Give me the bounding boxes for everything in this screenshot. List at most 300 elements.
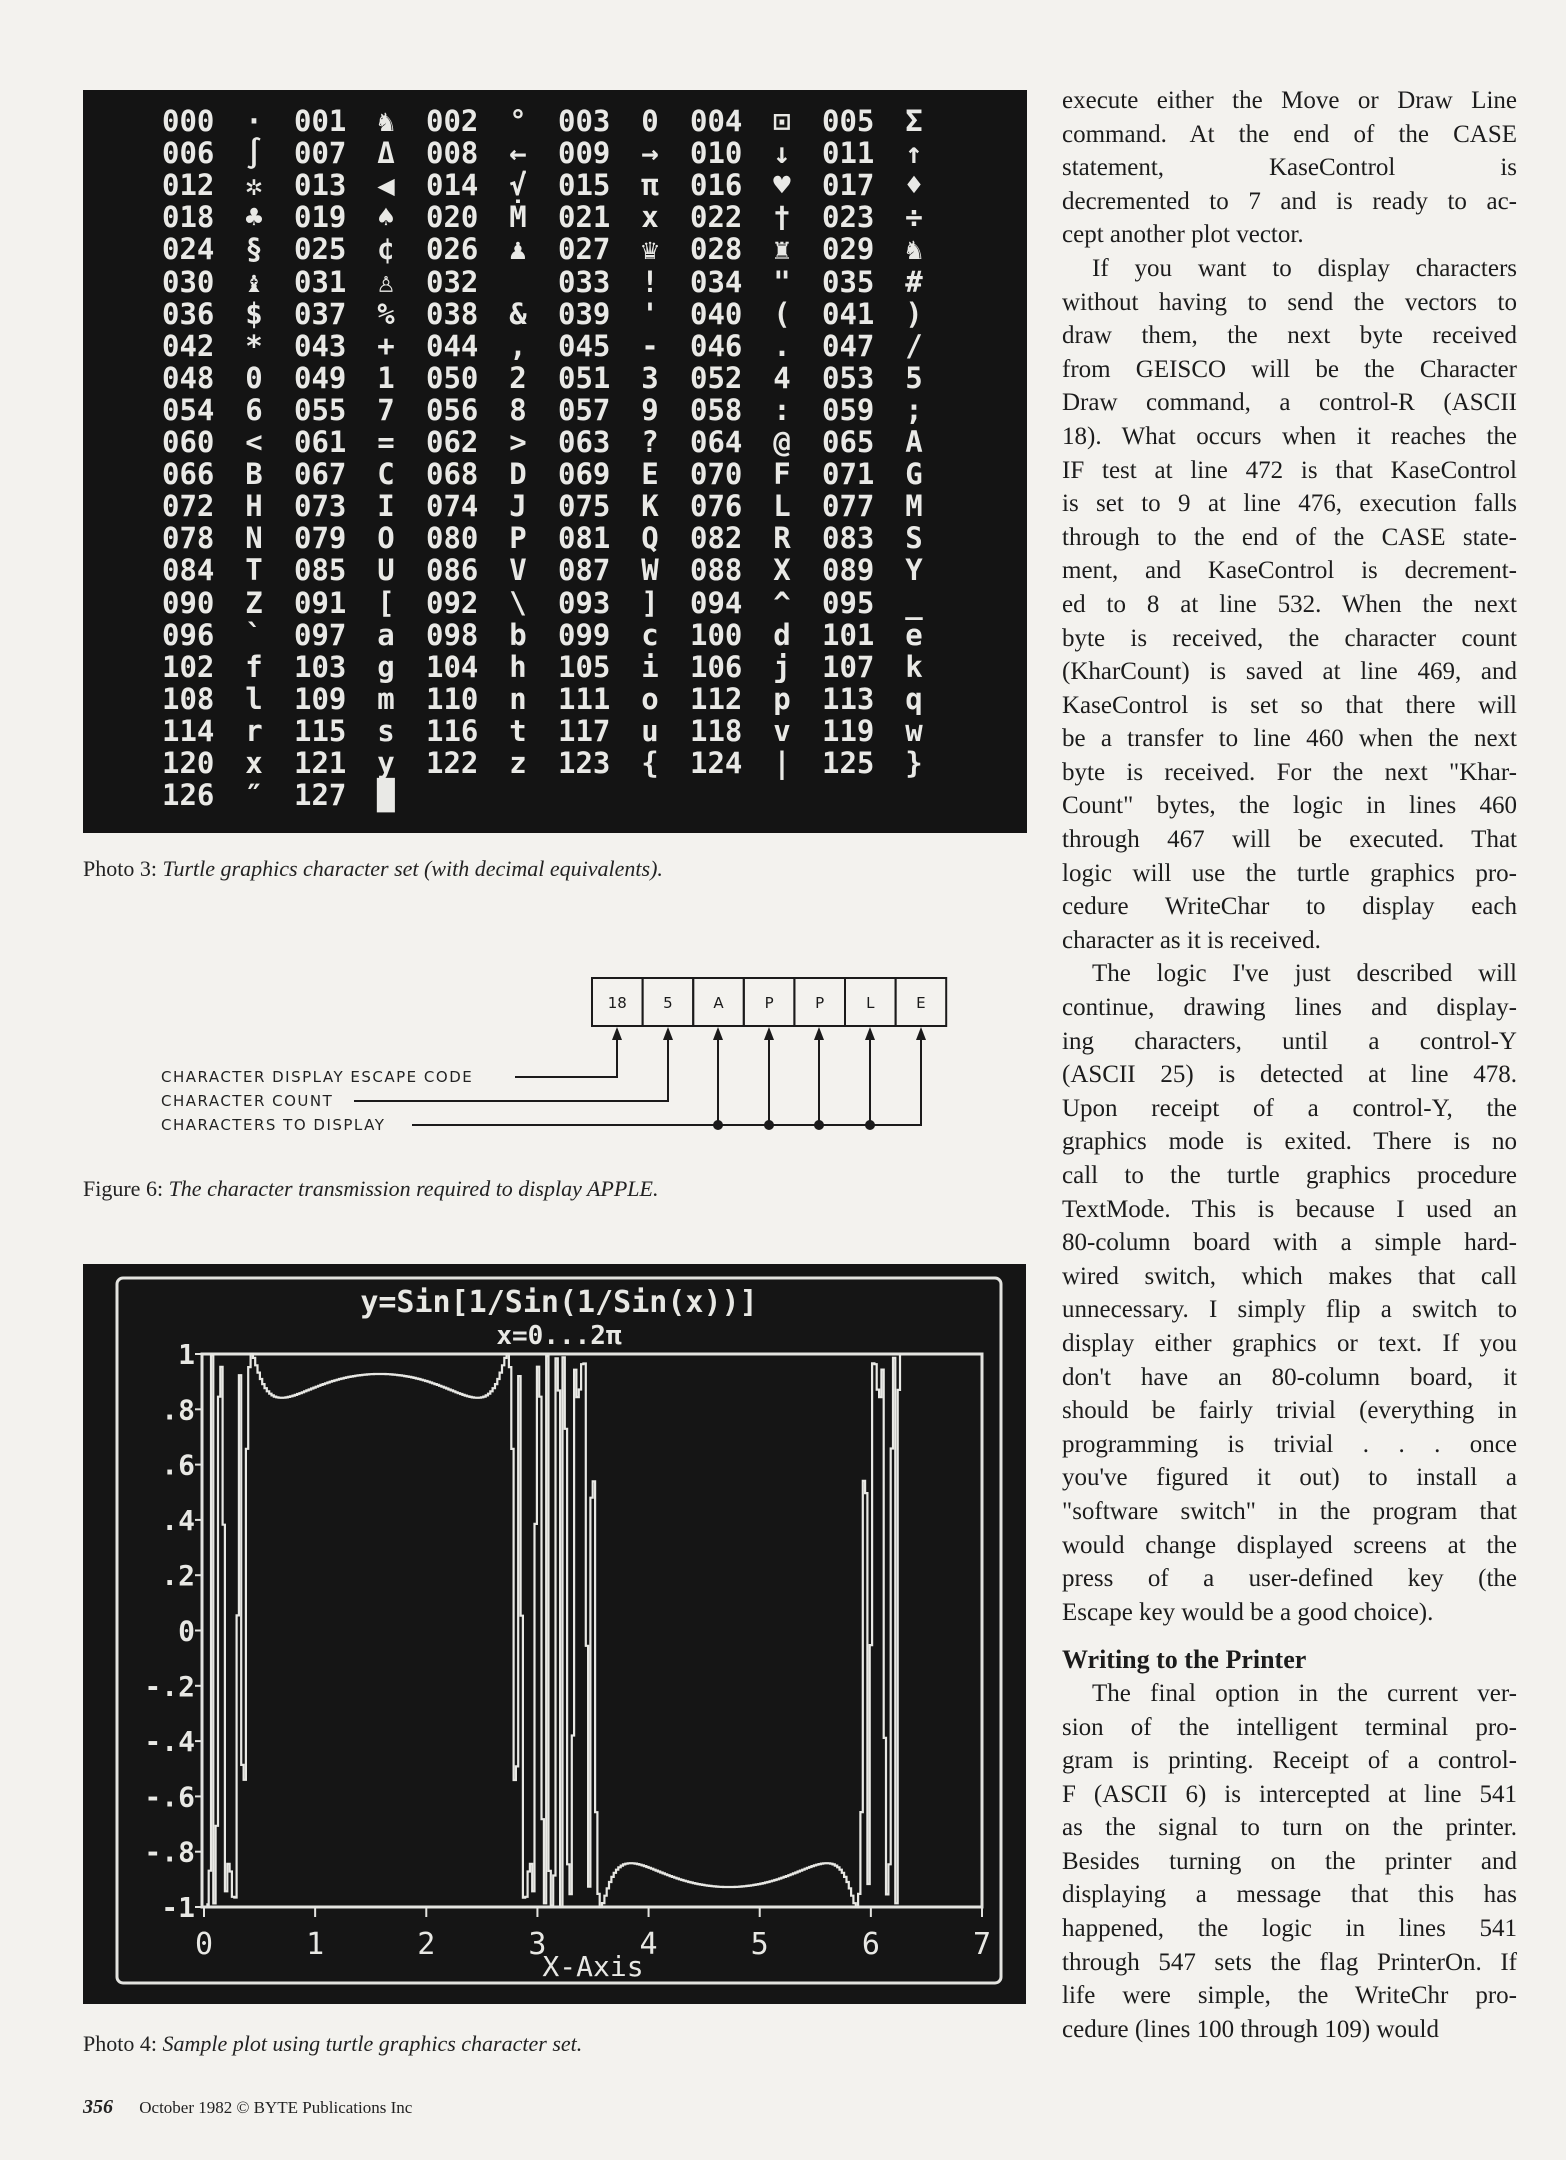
char-code: 112: [690, 681, 743, 716]
y-tick-label: .2: [161, 1559, 195, 1593]
text-line: TextMode. This is because I used an: [1062, 1195, 1517, 1223]
text-line: should be fairly trivial (everything in: [1062, 1397, 1517, 1425]
chart-title: y=Sin[1/Sin(1/Sin(x))]: [360, 1285, 758, 1320]
char-glyph: 7: [377, 392, 395, 427]
label-character-count: CHARACTER COUNT: [161, 1092, 334, 1110]
char-code: 100: [690, 617, 743, 652]
arrow-head: [916, 1027, 926, 1040]
char-code: 125: [822, 746, 875, 780]
byte-box-label: L: [866, 994, 875, 1012]
char-glyph: ♦: [905, 168, 923, 203]
char-code: 012: [162, 168, 215, 203]
char-code: 105: [558, 649, 611, 684]
char-glyph: |: [773, 746, 791, 780]
char-code: 059: [822, 392, 875, 427]
arrow-head: [663, 1027, 673, 1040]
char-glyph: ♣: [245, 200, 263, 235]
char-code: 080: [426, 521, 479, 556]
char-code: 091: [294, 585, 347, 620]
char-code: 056: [426, 392, 479, 427]
char-code: 057: [558, 392, 611, 427]
char-code: 088: [690, 553, 743, 588]
char-code: 076: [690, 489, 743, 524]
char-code: 050: [426, 360, 479, 395]
char-glyph: %: [377, 296, 395, 331]
char-glyph: R: [773, 521, 791, 556]
char-code: 058: [690, 392, 743, 427]
char-code: 086: [426, 553, 479, 588]
junction-dot: [713, 1120, 723, 1130]
page-footer: [83, 2096, 412, 2119]
text-line: cept another plot vector.: [1062, 221, 1304, 249]
char-glyph: ': [641, 296, 659, 331]
char-glyph: {: [641, 746, 659, 780]
photo4-caption-lead: Photo 4:: [83, 2031, 157, 2056]
text-line: character as it is received.: [1062, 926, 1321, 954]
char-code: 060: [162, 425, 215, 459]
char-code: 046: [690, 328, 743, 363]
char-code: 120: [162, 746, 215, 780]
char-code: 021: [558, 200, 611, 235]
plot-area-frame: [202, 1354, 982, 1907]
char-code: 075: [558, 489, 611, 524]
char-glyph: F: [773, 457, 791, 492]
char-code: 123: [558, 746, 611, 780]
char-glyph: X: [773, 553, 791, 588]
char-glyph: J: [509, 489, 527, 524]
char-code: 106: [690, 649, 743, 684]
char-glyph: D: [509, 457, 527, 492]
photo3-caption-lead: Photo 3:: [83, 856, 157, 881]
char-glyph: A: [905, 425, 923, 459]
text-line: graphics mode is exited. There is no: [1062, 1128, 1517, 1156]
char-glyph: ♥: [773, 168, 791, 203]
char-glyph: ÷: [905, 200, 923, 235]
text-line: IF test at line 472 is that KaseControl: [1062, 456, 1517, 484]
char-glyph: o: [641, 681, 659, 716]
char-glyph: f: [245, 649, 263, 684]
char-code: 110: [426, 681, 479, 716]
char-code: 037: [294, 296, 347, 331]
chart-subtitle: x=0...2π: [496, 1321, 622, 1351]
char-glyph: e: [905, 617, 923, 652]
char-code: 052: [690, 360, 743, 395]
byte-box-label: P: [815, 994, 825, 1012]
char-code: 109: [294, 681, 347, 716]
char-glyph: m: [377, 681, 395, 716]
char-glyph: L: [773, 489, 791, 524]
text-line: Besides turning on the printer and: [1062, 1847, 1517, 1875]
char-code: 009: [558, 136, 611, 171]
x-tick-label: 0: [194, 1927, 214, 1962]
char-code: 007: [294, 136, 347, 171]
char-glyph: t: [509, 713, 527, 748]
char-code: 071: [822, 457, 875, 492]
char-glyph: =: [377, 425, 395, 459]
char-code: 014: [426, 168, 479, 203]
char-glyph: }: [905, 746, 923, 780]
char-code: 081: [558, 521, 611, 556]
chars-connector: [412, 1036, 921, 1125]
char-code: 030: [162, 264, 215, 299]
char-code: 010: [690, 136, 743, 171]
char-code: 004: [690, 104, 743, 138]
text-line: from GEISCO will be the Character: [1062, 355, 1517, 383]
char-glyph: M: [905, 489, 923, 524]
char-glyph: √: [509, 168, 527, 203]
char-glyph: -: [641, 328, 659, 363]
char-glyph: S: [905, 521, 923, 556]
char-glyph: h: [509, 649, 527, 684]
arrow-head: [814, 1027, 824, 1040]
char-code: 119: [822, 713, 875, 748]
char-glyph: V: [509, 553, 527, 588]
char-glyph: ): [905, 296, 923, 331]
text-line: life were simple, the WriteChr pro-: [1062, 1982, 1517, 2010]
char-code: 015: [558, 168, 611, 203]
char-glyph: π: [641, 168, 659, 203]
text-line: decremented to 7 and is ready to ac-: [1062, 187, 1517, 215]
escape-connector: [515, 1036, 617, 1077]
char-code: 072: [162, 489, 215, 524]
x-tick-label: 5: [750, 1927, 769, 1962]
char-glyph: #: [905, 264, 923, 299]
char-code: 061: [294, 425, 347, 459]
char-code: 117: [558, 713, 611, 748]
char-glyph: n: [509, 681, 527, 716]
y-tick-label: 1: [178, 1338, 195, 1371]
article-column: [1062, 84, 1517, 2046]
char-code: 090: [162, 585, 215, 620]
char-glyph: /: [905, 328, 923, 363]
byte-box-label: P: [764, 994, 774, 1012]
text-line: ed to 8 at line 532. When the next: [1062, 590, 1517, 618]
text-line: would change displayed screens at the: [1062, 1531, 1517, 1559]
text-line: is set to 9 at line 476, execution falls: [1062, 490, 1517, 518]
char-glyph: G: [905, 457, 923, 492]
text-line: If you want to display characters: [1092, 254, 1517, 282]
char-glyph: ♞: [905, 232, 923, 267]
char-code: 032: [426, 264, 479, 299]
char-glyph: \: [509, 585, 527, 620]
char-glyph: ◀: [377, 168, 395, 203]
arrow-head: [865, 1027, 875, 1040]
char-code: 029: [822, 232, 875, 267]
char-code: 068: [426, 457, 479, 492]
char-glyph: [: [377, 585, 395, 620]
byte-box-label: 5: [663, 994, 673, 1012]
char-glyph: 9: [641, 392, 659, 427]
y-tick-label: .8: [161, 1393, 195, 1427]
char-code: 035: [822, 264, 875, 299]
char-code: 085: [294, 553, 347, 588]
text-line: as the signal to turn on the printer.: [1062, 1814, 1517, 1842]
char-code: 002: [426, 104, 479, 138]
text-line: 18). What occurs when it reaches the: [1062, 422, 1517, 450]
text-line: execute either the Move or Draw Line: [1062, 87, 1517, 114]
char-code: 098: [426, 617, 479, 652]
text-line: don't have an 80-column board, it: [1062, 1363, 1517, 1391]
char-code: 047: [822, 328, 875, 363]
char-code: 124: [690, 746, 743, 780]
char-glyph: d: [773, 617, 791, 652]
char-code: 045: [558, 328, 611, 363]
char-code: 005: [822, 104, 875, 138]
char-glyph: U: [377, 553, 395, 588]
char-glyph: (: [773, 296, 791, 331]
arrow-head: [612, 1027, 622, 1040]
text-line: Count" bytes, the logic in lines 460: [1062, 792, 1517, 820]
section-heading: Writing to the Printer: [1062, 1645, 1307, 1675]
text-line: (KharCount) is saved at line 469, and: [1062, 658, 1517, 686]
char-glyph: C: [377, 457, 395, 492]
char-glyph: Δ: [377, 136, 395, 171]
text-line: cedure WriteChar to display each: [1062, 893, 1517, 921]
text-line: Escape key would be a good choice).: [1062, 1598, 1434, 1626]
char-glyph: q: [905, 681, 923, 716]
char-code: 084: [162, 553, 215, 588]
char-glyph: v: [773, 713, 791, 748]
char-glyph: >: [509, 425, 527, 459]
text-line: wired switch, which makes that call: [1062, 1262, 1517, 1290]
char-code: 028: [690, 232, 743, 267]
char-glyph: ?: [641, 425, 659, 459]
char-glyph: ¢: [377, 232, 395, 267]
char-glyph: g: [377, 649, 395, 684]
text-line: through 467 will be executed. That: [1062, 826, 1517, 854]
y-tick-label: -.4: [144, 1725, 195, 1759]
char-code: 044: [426, 328, 479, 363]
char-code: 094: [690, 585, 743, 620]
text-line: (ASCII 25) is detected at line 478.: [1062, 1061, 1517, 1089]
char-glyph: 0: [641, 104, 659, 138]
char-glyph: y: [377, 746, 395, 780]
char-glyph: ;: [905, 392, 923, 427]
char-code: 062: [426, 425, 479, 459]
text-line: happened, the logic in lines 541: [1062, 1915, 1517, 1943]
label-escape-code: CHARACTER DISPLAY ESCAPE CODE: [161, 1068, 474, 1086]
text-line: through to the end of the CASE state-: [1062, 523, 1517, 551]
char-code: 001: [294, 104, 347, 138]
text-line: draw them, the next byte received: [1062, 322, 1517, 350]
char-glyph: *: [245, 328, 263, 363]
char-code: 055: [294, 392, 347, 427]
char-glyph: 1: [377, 360, 395, 395]
char-code: 104: [426, 649, 479, 684]
char-code: 003: [558, 104, 611, 138]
char-glyph: 3: [641, 360, 659, 395]
char-glyph: Ṁ: [509, 200, 527, 235]
char-glyph: ]: [641, 585, 659, 620]
char-code: 006: [162, 136, 215, 171]
y-tick-label: -.2: [144, 1669, 195, 1703]
char-glyph: Q: [641, 521, 659, 556]
char-glyph: §: [245, 232, 263, 267]
char-code: 017: [822, 168, 875, 203]
y-tick-label: .4: [161, 1503, 195, 1537]
char-code: 113: [822, 681, 875, 716]
text-line: "software switch" in the program that: [1062, 1497, 1517, 1525]
char-code: 078: [162, 521, 215, 556]
text-line: The logic I've just described will: [1092, 960, 1517, 988]
text-line: be a transfer to line 460 when the next: [1062, 725, 1517, 753]
plot-chart: [83, 1264, 1026, 2004]
char-code: 089: [822, 553, 875, 588]
x-tick-label: 6: [861, 1927, 880, 1962]
char-glyph: Y: [905, 553, 923, 588]
char-code: 027: [558, 232, 611, 267]
char-code: 036: [162, 296, 215, 331]
char-glyph: B: [245, 457, 263, 492]
char-glyph: x: [245, 746, 263, 780]
char-glyph: P: [509, 521, 527, 556]
char-code: 122: [426, 746, 479, 780]
char-glyph: ″: [245, 778, 263, 813]
text-line: you've figured it out) to install a: [1062, 1464, 1517, 1492]
figure6-caption-text: The character transmission required to display APPLE.: [168, 1176, 659, 1201]
text-line: cedure (lines 100 through 109) would: [1062, 2015, 1440, 2043]
text-line: Draw command, a control-R (ASCII: [1062, 389, 1517, 417]
char-code: 114: [162, 713, 215, 748]
char-glyph: █: [377, 778, 395, 813]
junction-dot: [814, 1120, 824, 1130]
char-code: 077: [822, 489, 875, 524]
text-line: byte is received, the character count: [1062, 624, 1517, 652]
y-tick-label: -.6: [144, 1780, 195, 1814]
arrow-head: [713, 1027, 723, 1040]
char-glyph: ♜: [773, 232, 791, 267]
char-glyph: r: [245, 713, 263, 748]
char-glyph: ^: [773, 585, 791, 620]
char-glyph: 0: [245, 360, 263, 395]
char-glyph: z: [509, 746, 527, 780]
char-code: 118: [690, 713, 743, 748]
char-glyph: a: [377, 617, 395, 652]
char-code: 023: [822, 200, 875, 235]
char-glyph: E: [641, 457, 659, 492]
junction-dot: [764, 1120, 774, 1130]
text-line: continue, drawing lines and display-: [1062, 994, 1517, 1022]
char-code: 040: [690, 296, 743, 331]
char-glyph: k: [905, 649, 923, 684]
char-code: 053: [822, 360, 875, 395]
char-glyph: ↑: [905, 136, 923, 171]
text-line: command. At the end of the CASE: [1062, 120, 1517, 148]
char-code: 054: [162, 392, 215, 427]
char-code: 000: [162, 104, 215, 138]
char-glyph: K: [641, 489, 659, 524]
char-glyph: 2: [509, 360, 527, 395]
char-code: 111: [558, 681, 611, 716]
char-glyph: ·: [245, 104, 263, 138]
char-code: 039: [558, 296, 611, 331]
char-glyph: 4: [773, 360, 791, 395]
char-code: 126: [162, 778, 215, 813]
char-code: 019: [294, 200, 347, 235]
text-line: gram is printing. Receipt of a control-: [1062, 1747, 1517, 1775]
char-code: 033: [558, 264, 611, 299]
text-line: displaying a message that this has: [1062, 1881, 1517, 1909]
y-tick-label: -1: [161, 1891, 195, 1924]
char-code: 034: [690, 264, 743, 299]
char-glyph: ↓: [773, 136, 791, 171]
arrow-head: [764, 1027, 774, 1040]
char-code: 074: [426, 489, 479, 524]
char-code: 042: [162, 328, 215, 363]
char-glyph: ♠: [377, 200, 395, 235]
char-glyph: ♙: [377, 264, 395, 299]
char-code: 092: [426, 585, 479, 620]
text-line: display either graphics or text. If you: [1062, 1329, 1517, 1357]
char-glyph: Z: [245, 585, 263, 620]
char-glyph: b: [509, 617, 527, 652]
char-code: 082: [690, 521, 743, 556]
char-glyph: x: [641, 200, 659, 235]
char-code: 102: [162, 649, 215, 684]
text-line: without having to send the vectors to: [1062, 288, 1517, 316]
char-glyph: @: [773, 425, 791, 459]
char-glyph: ⊡: [773, 104, 791, 138]
char-code: 031: [294, 264, 347, 299]
label-characters-to-display: CHARACTERS TO DISPLAY: [161, 1116, 386, 1134]
char-code: 095: [822, 585, 875, 620]
char-glyph: :: [773, 392, 791, 427]
figure6-caption-lead: Figure 6:: [83, 1176, 164, 1201]
photo3-caption-text: Turtle graphics character set (with decimal equivalents).: [162, 856, 663, 881]
text-line: press of a user-defined key (the: [1062, 1565, 1517, 1593]
byte-box-label: A: [713, 994, 724, 1012]
byte-box-label: 18: [607, 994, 627, 1012]
char-code: 048: [162, 360, 215, 395]
char-glyph: l: [245, 681, 263, 716]
char-code: 107: [822, 649, 875, 684]
char-code: 069: [558, 457, 611, 492]
char-glyph: ♛: [641, 232, 659, 267]
char-glyph: _: [905, 585, 923, 620]
char-glyph: ♝: [245, 264, 263, 299]
char-glyph: ♞: [377, 104, 395, 138]
char-glyph: s: [377, 713, 395, 748]
char-glyph: ←: [509, 136, 527, 171]
char-glyph: O: [377, 521, 395, 556]
char-glyph: †: [773, 200, 791, 235]
char-glyph: `: [245, 617, 263, 652]
char-glyph: i: [641, 649, 659, 684]
char-glyph: 8: [509, 392, 527, 427]
text-line: The final option in the current ver-: [1092, 1679, 1517, 1707]
char-glyph: N: [245, 521, 263, 556]
char-code: 070: [690, 457, 743, 492]
function-curve: [206, 1354, 900, 1907]
char-code: 064: [690, 425, 743, 459]
char-code: 073: [294, 489, 347, 524]
text-line: unnecessary. I simply flip a switch to: [1062, 1296, 1517, 1324]
char-glyph: °: [509, 104, 527, 138]
char-code: 038: [426, 296, 479, 331]
char-code: 065: [822, 425, 875, 459]
char-glyph: I: [377, 489, 395, 524]
char-code: 097: [294, 617, 347, 652]
char-code: 022: [690, 200, 743, 235]
char-glyph: 5: [905, 360, 923, 395]
char-glyph: !: [641, 264, 659, 299]
char-code: 008: [426, 136, 479, 171]
char-code: 051: [558, 360, 611, 395]
char-glyph: →: [641, 136, 659, 171]
char-glyph: ∫: [245, 136, 263, 171]
text-line: Upon receipt of a control-Y, the: [1062, 1094, 1517, 1122]
char-code: 043: [294, 328, 347, 363]
